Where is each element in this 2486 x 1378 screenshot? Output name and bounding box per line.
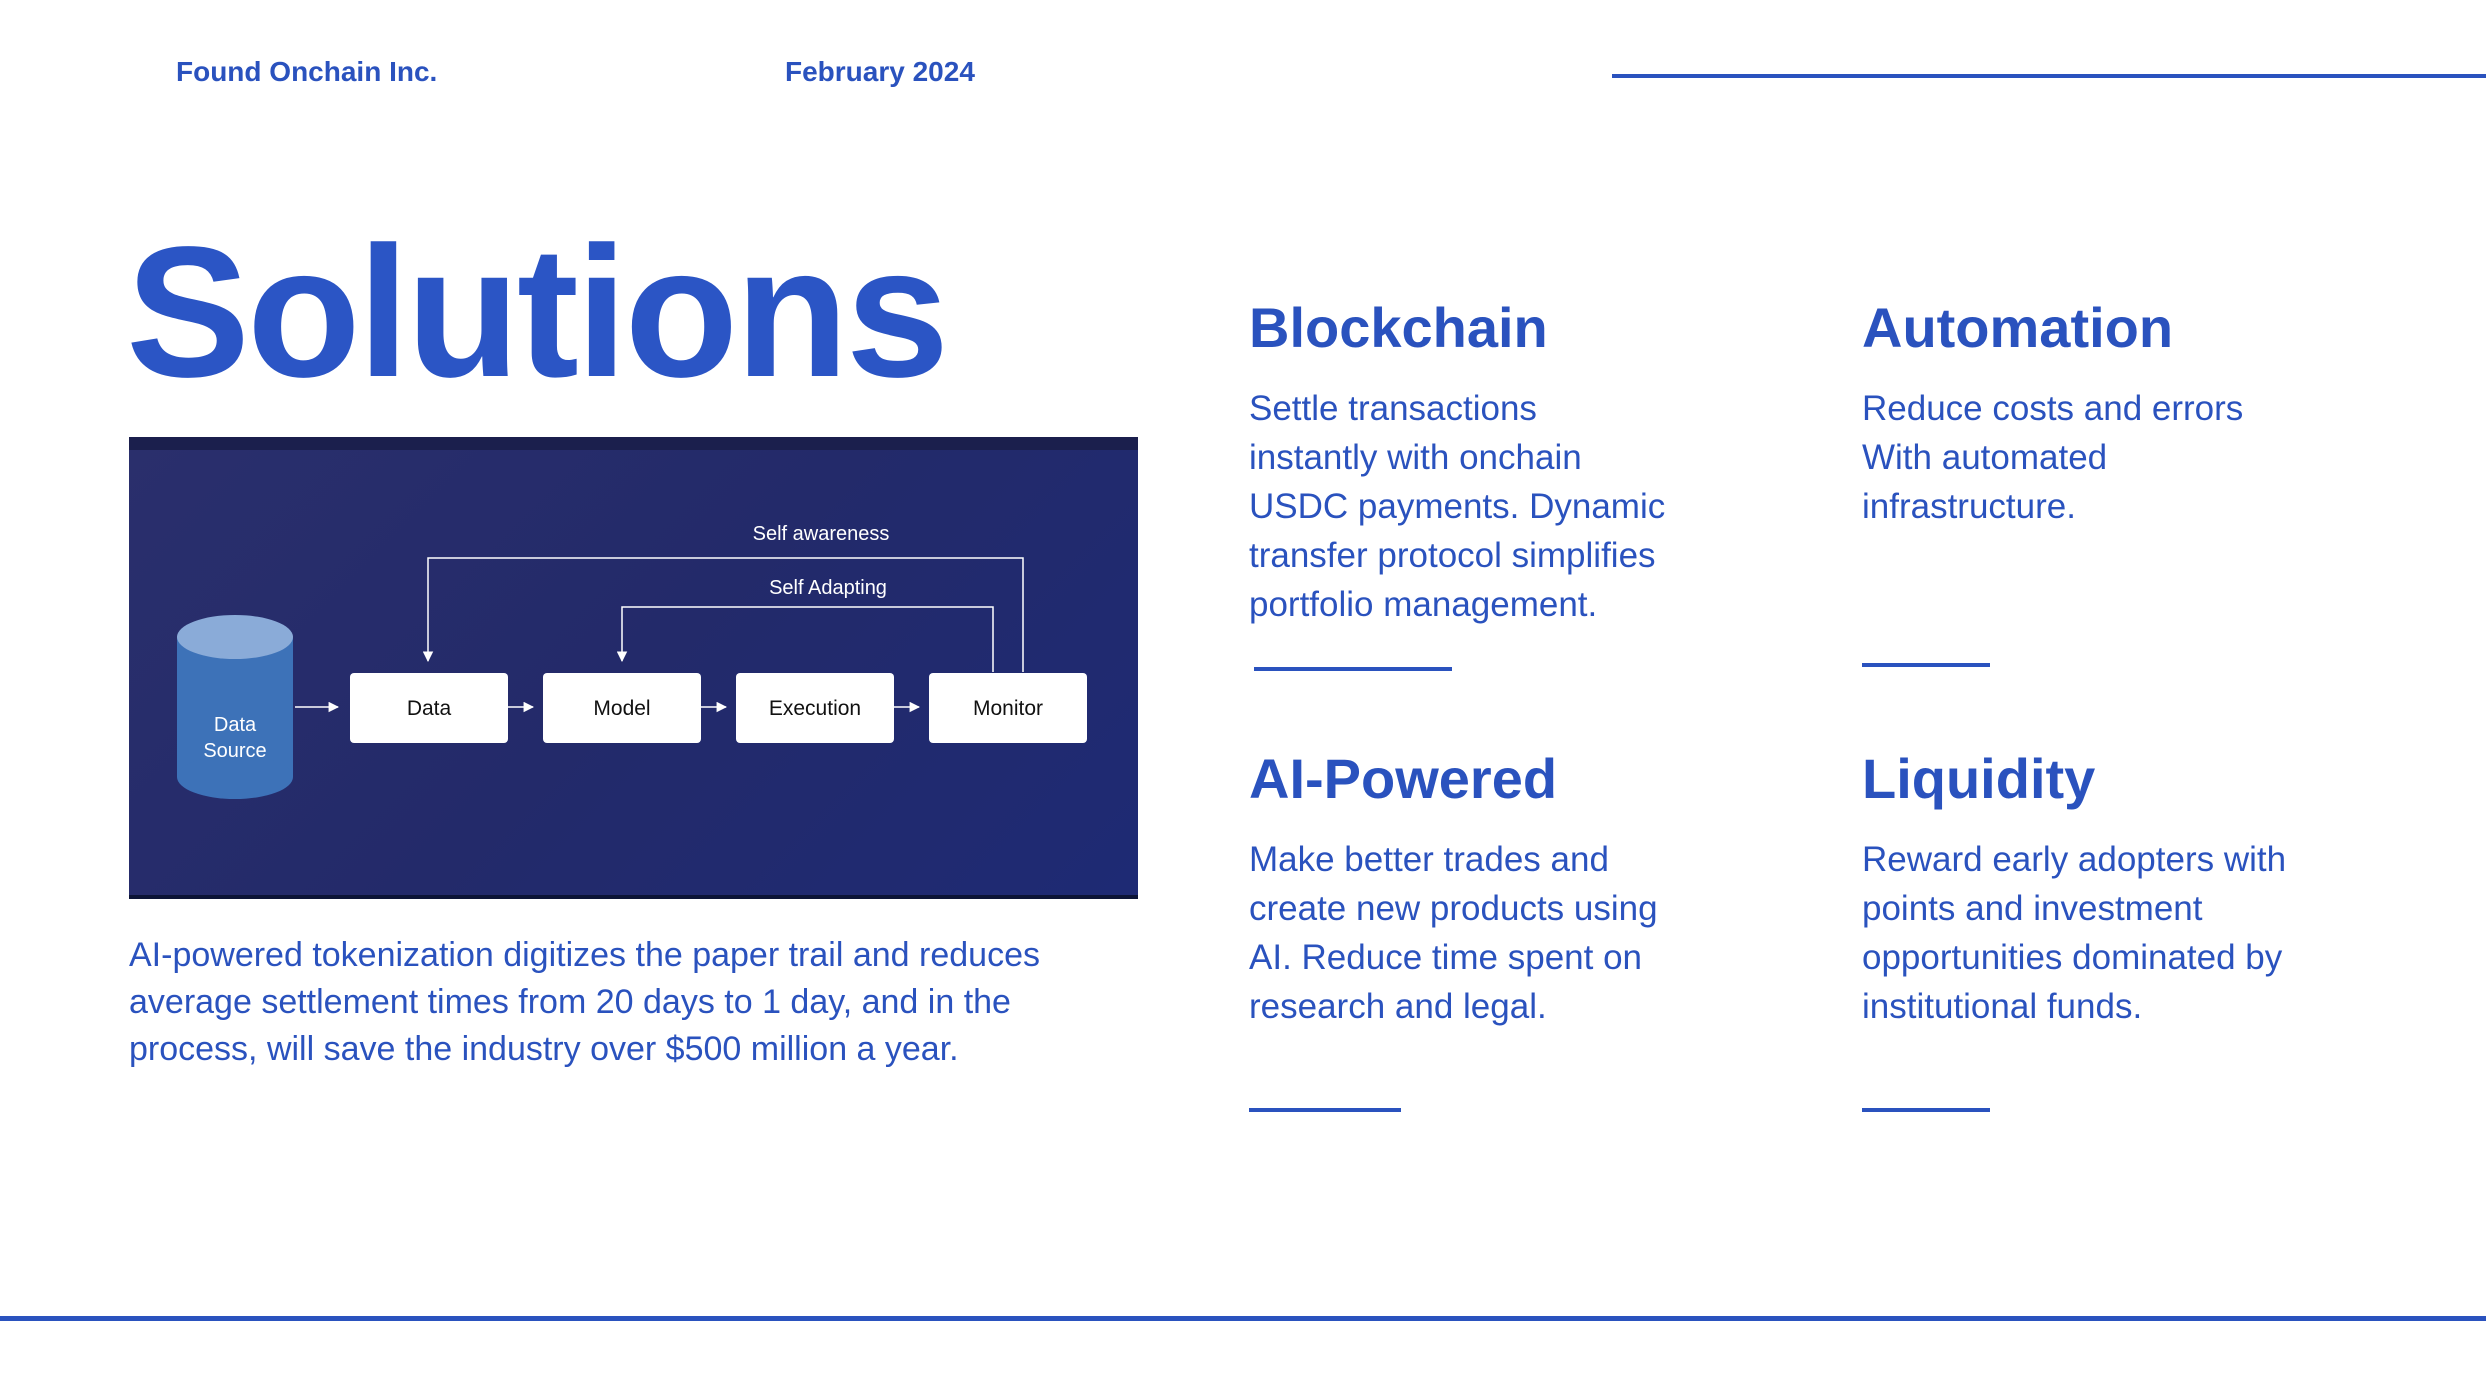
data-source-label-2: Source: [203, 740, 267, 762]
divider-automation: [1862, 663, 1990, 667]
step-label-model: Model: [593, 697, 651, 720]
step-label-execution: Execution: [768, 697, 862, 720]
step-box-monitor: [929, 673, 1087, 743]
feature-line: With automated: [1862, 438, 2108, 477]
feature-line: USDC payments. Dynamic: [1249, 487, 1666, 526]
feature-ai-powered: [1249, 747, 1809, 1031]
divider-blockchain: [1254, 667, 1452, 671]
feature-blockchain: [1249, 296, 1789, 629]
feature-line: create new products using: [1249, 889, 1658, 928]
feature-line: Reduce costs and errors: [1862, 389, 2244, 428]
feature-body-liquidity: [1862, 835, 2442, 1031]
feature-line: points and investment: [1862, 889, 2203, 928]
footer-rule: [0, 1316, 2486, 1321]
feature-title-automation: Automation: [1862, 296, 2174, 359]
company-name: Found Onchain Inc.: [176, 56, 438, 87]
feature-line: Make better trades and: [1249, 840, 1609, 879]
data-source-label-1: Data: [213, 714, 257, 736]
divider-ai-powered: [1249, 1108, 1401, 1112]
divider-liquidity: [1862, 1108, 1990, 1112]
report-date: February 2024: [785, 56, 975, 87]
feature-line: research and legal.: [1249, 987, 1547, 1026]
feature-body-ai-powered: [1249, 835, 1809, 1031]
self-adapting-loop-arrow: [622, 607, 993, 672]
process-diagram: [129, 437, 1138, 899]
self-awareness-loop-arrow: [428, 558, 1023, 672]
intro-paragraph: AI-powered tokenization digitizes the paper trail and reduces average settlement times from 20 days to 1 day, and in the process, will save the industry over $500 million a year.: [129, 936, 1040, 1068]
feature-line: AI. Reduce time spent on: [1249, 938, 1642, 977]
header-rule: [1612, 74, 2486, 78]
feature-line: portfolio management.: [1249, 585, 1598, 624]
data-source-cylinder: [177, 615, 293, 799]
self-awareness-label: Self awareness: [752, 523, 890, 545]
feature-body-automation: [1862, 384, 2422, 531]
feature-line: opportunities dominated by: [1862, 938, 2283, 977]
feature-automation: [1862, 296, 2422, 531]
feature-line: institutional funds.: [1862, 987, 2143, 1026]
feature-line: instantly with onchain: [1249, 438, 1582, 477]
feature-title-ai-powered: AI-Powered: [1249, 747, 1558, 810]
step-label-data: Data: [406, 697, 452, 720]
page-title: Solutions: [126, 209, 947, 416]
step-box-data: [350, 673, 508, 743]
step-box-model: [543, 673, 701, 743]
feature-body-blockchain: [1249, 384, 1789, 629]
feature-line: Settle transactions: [1249, 389, 1537, 428]
feature-line: Reward early adopters with: [1862, 840, 2287, 879]
feature-title-blockchain: Blockchain: [1249, 296, 1548, 359]
feature-line: transfer protocol simplifies: [1249, 536, 1656, 575]
step-label-monitor: Monitor: [972, 697, 1044, 720]
feature-title-liquidity: Liquidity: [1862, 747, 2096, 810]
self-adapting-label: Self Adapting: [769, 577, 887, 599]
feature-liquidity: [1862, 747, 2442, 1031]
diagram-canvas: [129, 437, 1138, 895]
feature-line: infrastructure.: [1862, 487, 2076, 526]
step-box-execution: [736, 673, 894, 743]
